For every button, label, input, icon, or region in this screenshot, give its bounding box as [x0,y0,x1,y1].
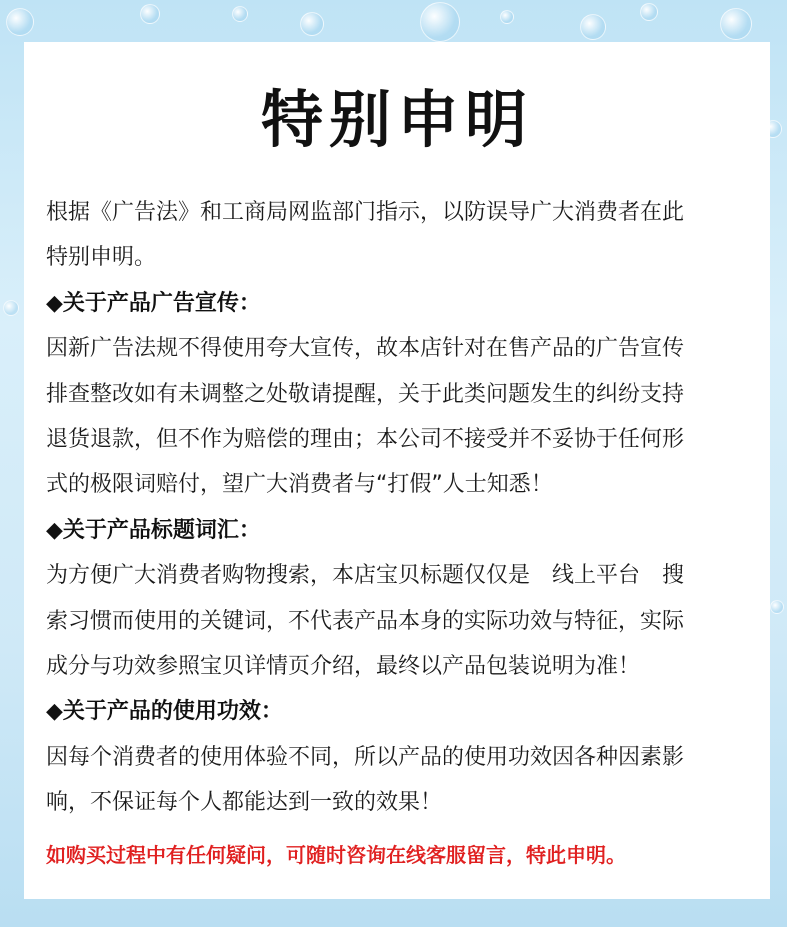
body-text-line: 因新广告法规不得使用夸大宣传，故本店针对在售产品的广告宣传 [46,336,685,362]
body-text-line: 根据《广告法》和工商局网监部门指示，以防误导广大消费者在此 [46,200,685,225]
body-text-line: 排查整改如有未调整之处敬请提醒，关于此类问题发生的纠纷支持 [46,381,685,407]
decor-bubble [420,2,460,42]
section-heading: ◆关于产品的使用功效： [46,699,283,725]
body-text-line: 成分与功效参照宝贝详情页介绍，最终以产品包装说明为准！ [46,654,641,680]
section-heading: ◆关于产品标题词汇： [46,517,261,543]
statement-body [46,190,748,826]
red-notice: 如购买过程中有任何疑问，可随时咨询在线客服留言，特此申明。 [46,842,626,867]
body-text-line: 因每个消费者的使用体验不同，所以产品的使用功效因各种因素影 [46,744,685,770]
decor-bubble [3,300,19,316]
body-text-line: 响，不保证每个人都能达到一致的效果！ [46,790,443,816]
section-heading: ◆关于产品广告宣传： [46,290,261,316]
body-text-line: 式的极限词赔付，望广大消费者与“打假”人士知悉！ [46,472,553,498]
decor-bubble [140,4,160,24]
decor-bubble [770,600,784,614]
body-text-line: 为方便广大消费者购物搜索，本店宝贝标题仅仅是 线上平台 搜 [46,563,685,589]
body-text-line: 索习惯而使用的关键词，不代表产品本身的实际功效与特征，实际 [46,608,685,634]
decor-bubble [640,3,658,21]
body-text-line: 特别申明。 [46,245,157,271]
decor-bubble [580,14,606,40]
decor-bubble [720,8,752,40]
decor-bubble [232,6,248,22]
decor-bubble [300,12,324,36]
statement-card [24,42,770,899]
body-text-line: 退货退款，但不作为赔偿的理由；本公司不接受并不妥协于任何形 [46,427,685,453]
decor-bubble [6,8,34,36]
decor-bubble [500,10,514,24]
page-title: 特别申明 [260,83,533,156]
